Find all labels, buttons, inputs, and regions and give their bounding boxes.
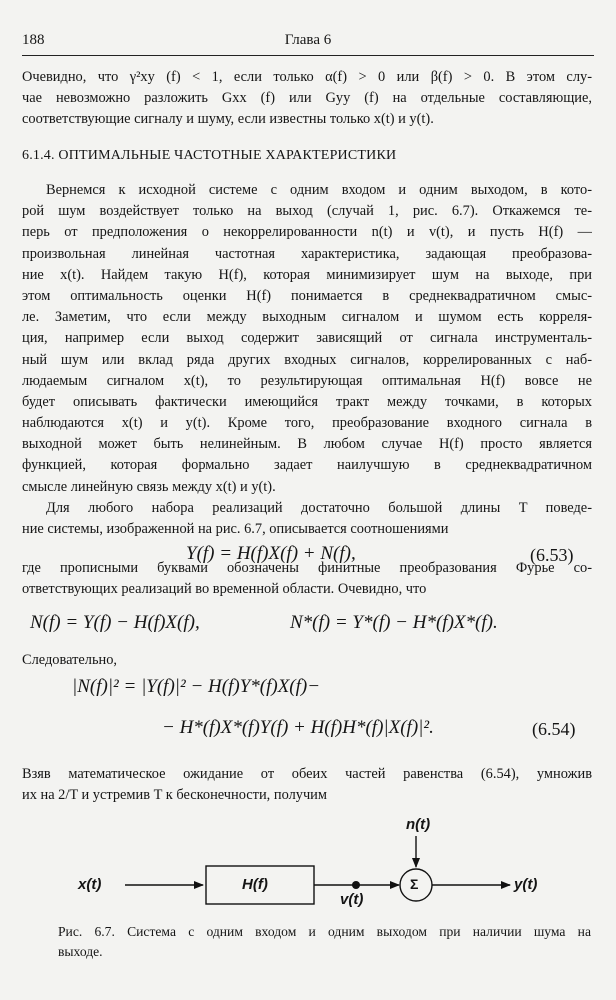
equation-6-54-line-1: |N(f)|² = |Y(f)|² − H(f)Y*(f)X(f)− — [72, 676, 321, 697]
text-line: смысле линейную связь между x(t) и y(t). — [22, 478, 276, 495]
equation-6-53: Y(f) = H(f)X(f) + N(f), — [186, 543, 356, 564]
text-line: где прописными буквами обозначены финитные преобразования Фурье со- — [22, 560, 592, 576]
text-line: Следовательно, — [22, 652, 118, 668]
input-label: x(t) — [78, 876, 102, 893]
text-line: ние x(t). Найдем такую H(f), которая минимизирует шум на выходе, при — [22, 266, 592, 283]
chapter-title: Глава 6 — [284, 32, 332, 48]
text-line: функцией, которая формально задает наилучшую в среднеквадратичном — [22, 457, 592, 474]
equation-noise: N(f) = Y(f) − H(f)X(f), — [30, 612, 200, 633]
text-line: наблюдаются x(t) и y(t). Кроме того, преобразование входного сигнала в — [22, 415, 592, 432]
text-line: Для любого набора реализаций достаточно большой длины T поведе- — [46, 500, 592, 516]
text-line: Вернемся к исходной системе с одним входом и одним выходом, в кото- — [46, 182, 592, 198]
text-line: ответствующих реализаций во временной области. Очевидно, что — [22, 581, 427, 598]
text-line: произвольная линейная частотная характеристика, задающая преобразова- — [22, 245, 592, 262]
block-label: H(f) — [242, 876, 268, 893]
text-line: ле. Заметим, что если между выходным сигналом и шумом есть корреля- — [22, 309, 592, 326]
text-line: Взяв математическое ожидание от обеих частей равенства (6.54), умножив — [22, 766, 592, 782]
text-line: рой шум воздействует только на выход (случай 1, рис. 6.7). Откажемся те- — [22, 203, 592, 220]
figure-caption — [58, 922, 591, 962]
intermediate-label: v(t) — [340, 891, 364, 908]
text-line: ние системы, изображенной на рис. 6.7, описывается соотношениями — [22, 521, 449, 538]
sum-symbol: Σ — [410, 876, 419, 892]
equation-6-54-line-2: − H*(f)X*(f)Y(f) + H(f)H*(f)|X(f)|². — [162, 717, 434, 738]
text-line: Очевидно, что γ²xy (f) < 1, если только α(f) > 0 или β(f) > 0. В этом слу- — [22, 69, 592, 85]
text-line: ция, например если выход содержит зависящий от сигнала инструменталь- — [22, 330, 592, 347]
text-line: перь от предположения о некоррелированности n(t) и v(t), и пусть H(f) — — [22, 224, 592, 241]
section-heading: 6.1.4. ОПТИМАЛЬНЫЕ ЧАСТОТНЫЕ ХАРАКТЕРИСТИКИ — [22, 148, 397, 163]
equation-number-6-53: (6.53) — [530, 545, 574, 565]
text-line: людаемым сигналом x(t), то результирующая оптимальная H(f) вовсе не — [22, 372, 592, 389]
equation-number-6-54: (6.54) — [532, 719, 576, 739]
text-line: выходной может быть нелинейным. В любом случае H(f) просто является — [22, 436, 592, 453]
junction-dot — [352, 881, 360, 889]
caption-line: Рис. 6.7. Система с одним входом и одним выходом при наличии шума на — [58, 924, 591, 939]
text-line: этом оптимальность оценки H(f) понимается в среднеквадратичном смыс- — [22, 287, 592, 304]
text-line: соответствующие сигналу и шуму, если известны только x(t) и y(t). — [22, 111, 434, 128]
text-line: их на 2/T и устремив T к бесконечности, получим — [22, 787, 327, 804]
equation-noise-conjugate: N*(f) = Y*(f) − H*(f)X*(f). — [290, 612, 498, 633]
text-line: будет описывать фактически имеющийся тракт между точками, в которых — [22, 393, 592, 410]
output-label: y(t) — [514, 876, 538, 893]
caption-line: выходе. — [58, 944, 103, 959]
text-line: ный шум или вклад ряда других входных сигналов, коррелированных с наб- — [22, 351, 592, 368]
page-number: 188 — [22, 32, 45, 48]
noise-label: n(t) — [406, 816, 431, 833]
text-line: чае невозможно разложить Gxx (f) или Gyy (f) на отдельные составляющие, — [22, 90, 592, 107]
